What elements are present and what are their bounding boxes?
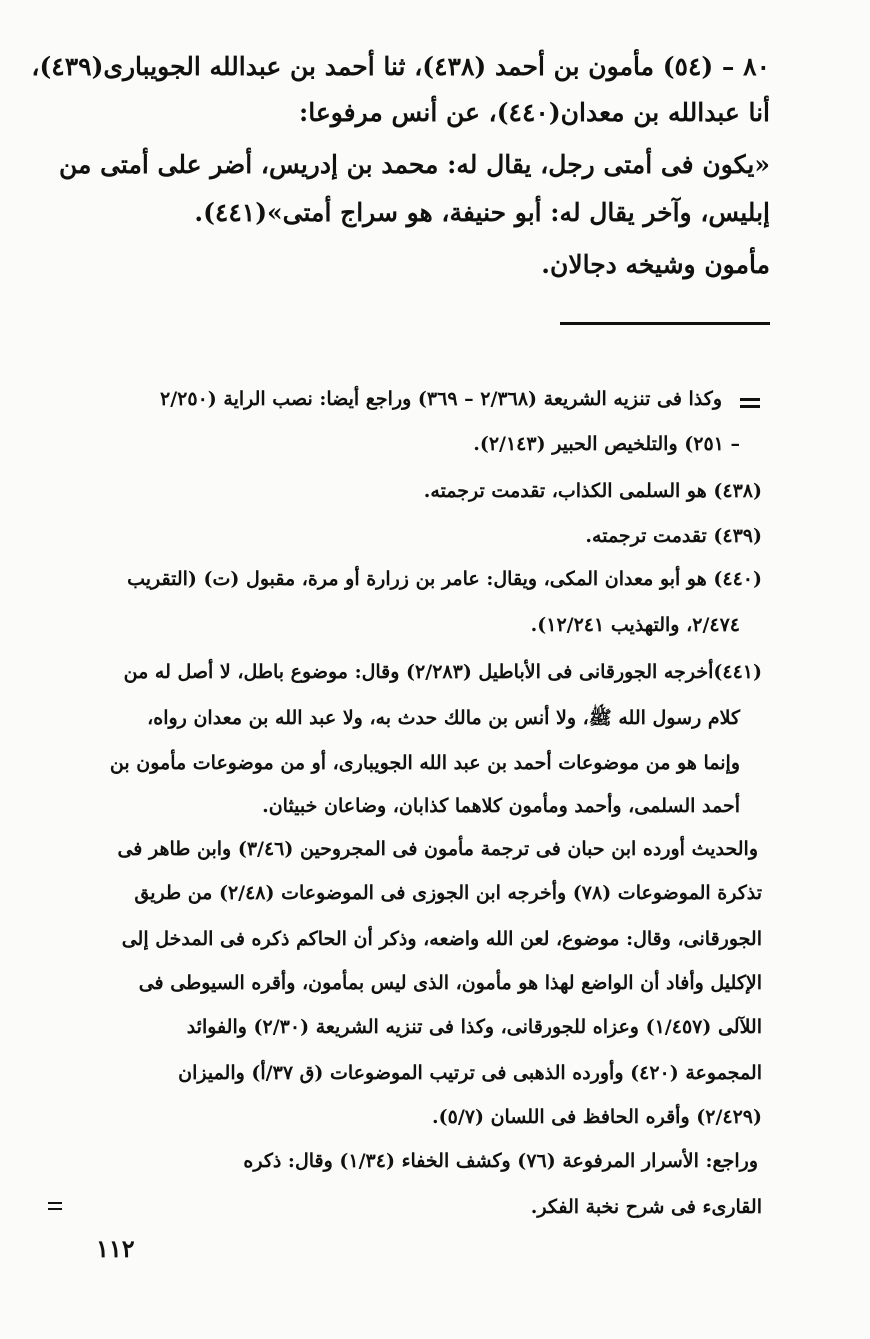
main-text-line: مأمون وشيخه دجالان. bbox=[541, 250, 770, 279]
main-text-line: ٨٠ – (٥٤) مأمون بن أحمد (٤٣٨)، ثنا أحمد بن عبدالله الجويبارى(٤٣٩)، bbox=[31, 52, 770, 81]
footnote-line: كلام رسول الله ﷺ، ولا أنس بن مالك حدث به، ولا عبد الله بن معدان رواه، bbox=[147, 707, 740, 729]
footnote-line: (٢/٤٢٩) وأقره الحافظ فى اللسان (٥/٧). bbox=[432, 1106, 762, 1128]
footnote-line: ٢/٤٧٤، والتهذيب ١٢/٢٤١). bbox=[530, 614, 740, 636]
footnote-line: وكذا فى تنزيه الشريعة (٢/٣٦٨ – ٣٦٩) وراجع أيضا: نصب الراية (٢/٢٥٠ bbox=[160, 388, 722, 410]
footnote-line: (٤٣٨) هو السلمى الكذاب، تقدمت ترجمته. bbox=[423, 480, 762, 502]
main-text-line: أنا عبدالله بن معدان(٤٤٠)، عن أنس مرفوعا: bbox=[299, 98, 770, 127]
footnote-line: الجورقانى، وقال: موضوع، لعن الله واضعه، وذكر أن الحاكم ذكره فى المدخل إلى bbox=[121, 928, 762, 950]
footnote-line: – ٢٥١) والتلخيص الحبير (٢/١٤٣). bbox=[473, 433, 740, 455]
footnote-line: وإنما هو من موضوعات أحمد بن عبد الله الجويبارى، أو من موضوعات مأمون بن bbox=[109, 752, 740, 774]
footnote-line: المجموعة (٤٢٠) وأورده الذهبى فى ترتيب الموضوعات (ق ٣٧/أ) والميزان bbox=[178, 1062, 762, 1084]
footnote-line: القارىء فى شرح نخبة الفكر. bbox=[530, 1196, 762, 1218]
footnote-line: الإكليل وأفاد أن الواضع لهذا هو مأمون، الذى ليس بمأمون، وأقره السيوطى فى bbox=[138, 972, 762, 994]
footnote-line: (٤٤١)أخرجه الجورقانى فى الأباطيل (٢/٢٨٣) وقال: موضوع باطل، لا أصل له من bbox=[123, 661, 762, 683]
continuation-marker bbox=[740, 398, 760, 408]
footnote-line: تذكرة الموضوعات (٧٨) وأخرجه ابن الجوزى فى الموضوعات (٢/٤٨) من طريق bbox=[134, 882, 762, 904]
main-text-line: «يكون فى أمتى رجل، يقال له: محمد بن إدريس، أضر على أمتى من bbox=[58, 150, 770, 179]
page-number: ١١٢ bbox=[96, 1234, 135, 1263]
main-text-line: إبليس، وآخر يقال له: أبو حنيفة، هو سراج أمتى»(٤٤١). bbox=[194, 198, 770, 227]
footnote-line: (٤٤٠) هو أبو معدان المكى، ويقال: عامر بن زرارة أو مرة، مقبول (ت) (التقريب bbox=[127, 568, 762, 590]
footnote-line: والحديث أورده ابن حبان فى ترجمة مأمون فى المجروحين (٣/٤٦) وابن طاهر فى bbox=[117, 838, 758, 860]
end-continuation-marker bbox=[48, 1202, 62, 1210]
footnote-line: أحمد السلمى، وأحمد ومأمون كلاهما كذابان، وضاعان خبيثان. bbox=[262, 795, 740, 817]
footnote-separator bbox=[560, 322, 770, 325]
footnote-line: وراجع: الأسرار المرفوعة (٧٦) وكشف الخفاء (١/٣٤) وقال: ذكره bbox=[243, 1150, 758, 1172]
footnote-line: اللآلى (١/٤٥٧) وعزاه للجورقانى، وكذا فى تنزيه الشريعة (٢/٣٠) والفوائد bbox=[186, 1016, 762, 1038]
footnote-line: (٤٣٩) تقدمت ترجمته. bbox=[585, 525, 762, 547]
